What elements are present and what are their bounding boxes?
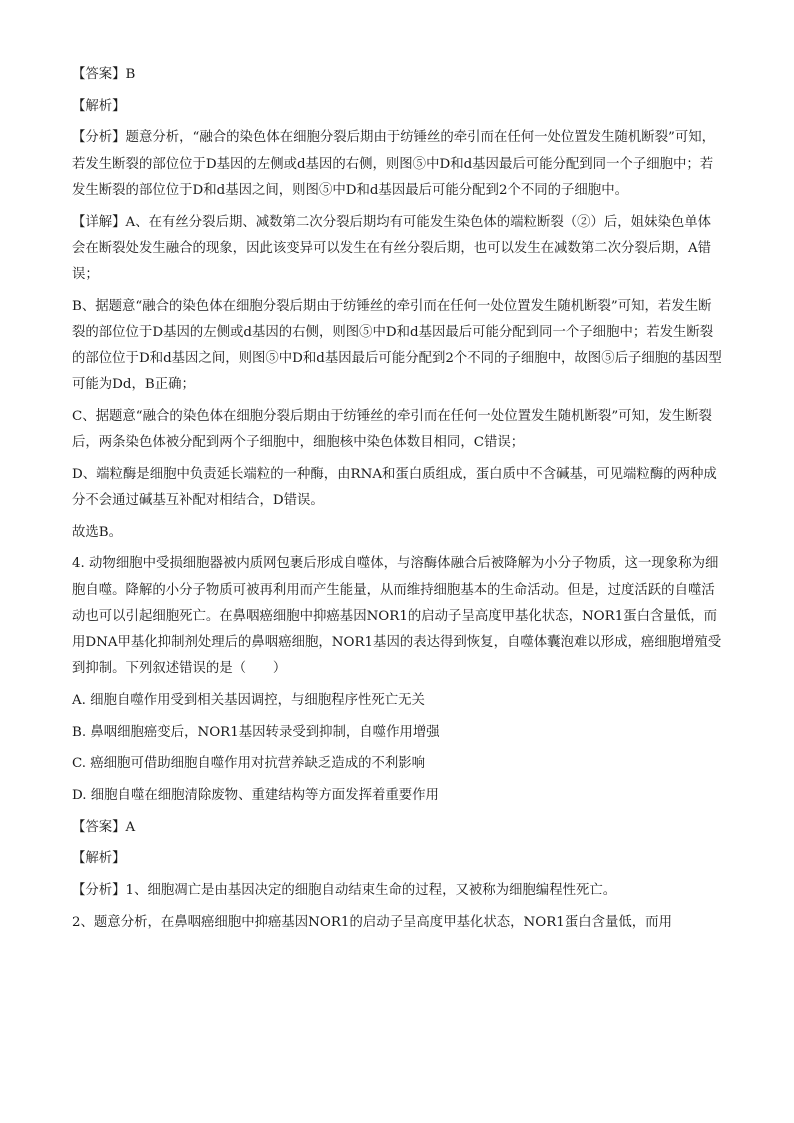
detail-paragraph-a: 【详解】A、在有丝分裂后期、减数第二次分裂后期均有可能发生染色体的端粒断裂（②）后，姐妹染色单体会在断裂处发生融合的现象，因此该变异可以发生在有丝分裂后期，也可以发生在减数第二次分裂后期，A错误； bbox=[72, 214, 712, 282]
analysis-paragraph: 【分析】题意分析，“融合的染色体在细胞分裂后期由于纺锤丝的牵引而在任何一处位置发生随机断裂”可知，若发生断裂的部位位于D基因的左侧或d基因的右侧，则图⑤中D和d基因最后可能分配到同一个子细胞中；若发生断裂的部位位于D和d基因之间，则图⑤中D和d基因最后可能分配到2个不同的子细胞中。 bbox=[72, 130, 716, 198]
analysis-point-1: 【分析】1、细胞凋亡是由基因决定的细胞自动结束生命的过程，又被称为细胞编程性死亡。 bbox=[72, 883, 617, 899]
option-d: D. 细胞自噬在细胞清除废物、重建结构等方面发挥着重要作用 bbox=[72, 788, 439, 804]
question-4-stem: 4. 动物细胞中受损细胞器被内质网包裹后形成自噬体，与溶酶体融合后被降解为小分子物质，这一现象称为细胞自噬。降解的小分子物质可被再利用而产生能量，从而维持细胞基本的生命活动。但是，过度活跃的自噬活动也可以引起细胞死亡。在鼻咽癌细胞中抑癌基因NOR1的启动子呈高度甲基化状态，NOR1蛋白含量低，而用DNA甲基化抑制剂处理后的鼻咽癌细胞，NOR1基因的表达得到恢复，自噬体囊泡难以形成，癌细胞增殖受到抑制。下列叙述错误的是（ ） bbox=[72, 556, 722, 677]
document-page bbox=[72, 62, 722, 936]
conclusion-line: 故选B。 bbox=[72, 524, 123, 540]
detail-paragraph-d: D、端粒酶是细胞中负责延长端粒的一种酶，由RNA和蛋白质组成，蛋白质中不含碱基，可见端粒酶的两种成分不会通过碱基互补配对相结合，D错误。 bbox=[72, 466, 717, 509]
analysis-heading: 【解析】 bbox=[72, 98, 126, 114]
answer-label-2: 【答案】A bbox=[72, 819, 136, 835]
detail-paragraph-c: C、据题意“融合的染色体在细胞分裂后期由于纺锤丝的牵引而在任何一处位置发生随机断裂”可知，发生断裂后，两条染色体被分配到两个子细胞中，细胞核中染色体数目相同，C错误； bbox=[72, 408, 712, 451]
detail-paragraph-b: B、据题意“融合的染色体在细胞分裂后期由于纺锤丝的牵引而在任何一处位置发生随机断裂”可知，若发生断裂的部位位于D基因的左侧或d基因的右侧，则图⑤中D和d基因最后可能分配到同一个子细胞中；若发生断裂的部位位于D和d基因之间，则图⑤中D和d基因最后可能分配到2个不同的子细胞中，故图⑤后子细胞的基因型可能为Dd，B正确； bbox=[72, 298, 722, 393]
answer-label: 【答案】B bbox=[72, 67, 136, 82]
option-c: C. 癌细胞可借助细胞自噬作用对抗营养缺乏造成的不利影响 bbox=[72, 756, 426, 772]
option-a: A. 细胞自噬作用受到相关基因调控，与细胞程序性死亡无关 bbox=[72, 692, 425, 708]
analysis-point-2: 2、题意分析，在鼻咽癌细胞中抑癌基因NOR1的启动子呈高度甲基化状态，NOR1蛋白含量低，而用 bbox=[72, 914, 672, 930]
option-b: B. 鼻咽细胞癌变后，NOR1基因转录受到抑制，自噬作用增强 bbox=[72, 724, 440, 740]
analysis-heading-2: 【解析】 bbox=[72, 851, 126, 867]
